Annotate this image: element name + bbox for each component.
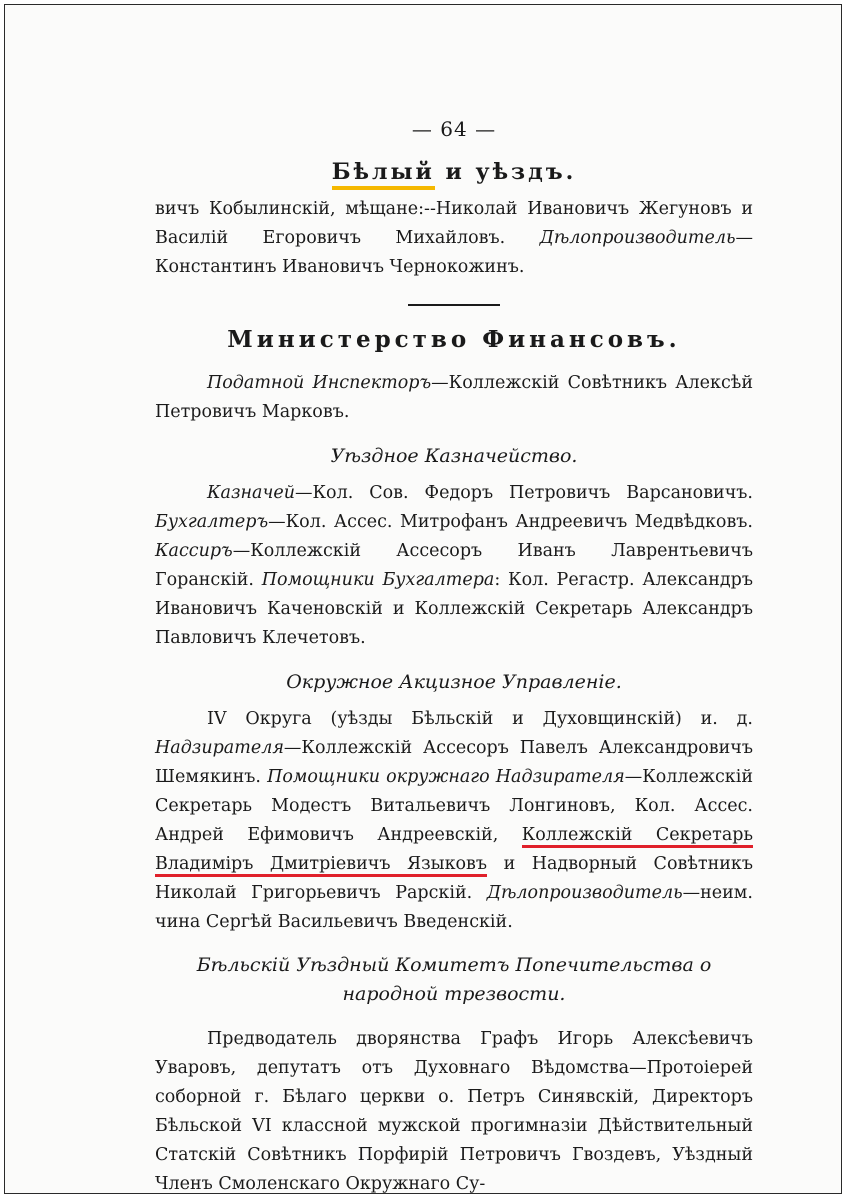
- intro-paragraph: [155, 195, 753, 282]
- committee-heading: Бѣльскій Уѣздный Комитетъ Попечительства о народной трезвости.: [196, 954, 712, 1005]
- tax-text: —Коллежскій Совѣтникъ Алексѣй Петровичъ Марковъ.: [155, 373, 753, 422]
- intro-title-clerk: Дѣлопроизводитель: [539, 228, 736, 248]
- red-underlined-name: Коллежскій Секретарь Владиміръ Дмитріевичъ Языковъ: [155, 825, 753, 877]
- treasury-title-4: Помощники Бухгалтера: [261, 570, 495, 590]
- excise-title-1: Надзирателя: [155, 738, 284, 758]
- excise-text-3: —Коллежскій Секретарь Модестъ Витальевичъ Лонгиновъ, Кол. Ассес. Андрей Ефимовичъ Андреевскій,: [155, 767, 753, 845]
- excise-text-4: и Надворный Совѣтникъ Николай Григорьевичъ Рарскій.: [155, 854, 753, 903]
- treasury-heading: Уѣздное Казначейство.: [330, 445, 578, 467]
- excise-text-2: —Коллежскій Ассесоръ Павелъ Александровичъ Шемякинъ.: [155, 738, 753, 787]
- excise-title-3: Дѣлопроизводитель: [486, 883, 683, 903]
- intro-text-1: вичъ Кобылинскій, мѣщане:--Николай Ивановичъ Жегуновъ и Василій Егоровичъ Михайловъ.: [155, 199, 753, 248]
- treasury-text-4: : Кол. Регастр. Александръ Ивановичъ Каченовскій и Коллежскій Секретарь Александръ Павловичъ Клечетовъ.: [155, 570, 753, 648]
- treasury-text-3: —Коллежскій Ассесоръ Иванъ Лаврентьевичъ Горанскій.: [155, 541, 753, 590]
- committee-paragraph: Предводатель дворянства Графъ Игорь Алексѣевичъ Уваровъ, депутатъ отъ Духовнаго Вѣдомства—Протоіерей соборной г. Бѣлаго церкви о. Петръ Синявскій, Директоръ Бѣльской VI классной мужской прогимназіи Дѣйствительный Статскій Совѣтникъ Порфирій Петровичъ Гвоздевъ, Уѣздный Членъ Смоленскаго Окружнаго Су-: [155, 1029, 753, 1194]
- section-divider: [408, 304, 500, 306]
- treasury-title-3: Кассиръ: [155, 541, 233, 561]
- treasury-text-1: —Кол. Сов. Федоръ Петровичъ Варсановичъ.: [295, 483, 753, 503]
- excise-paragraph: [155, 705, 753, 937]
- excise-text-1: IV Округа (уѣзды Бѣльскій и Духовщинскій) и. д.: [207, 709, 753, 729]
- district-heading: [155, 159, 753, 185]
- document-page: [155, 105, 753, 1199]
- excise-heading: Окружное Акцизное Управленіе.: [286, 671, 622, 693]
- highlighted-word: Бѣлый: [332, 159, 435, 190]
- tax-title: Податной Инспекторъ: [207, 373, 432, 393]
- excise-title-2: Помощники окружнаго Надзирателя: [267, 767, 625, 787]
- tax-paragraph: [155, 369, 753, 427]
- district-heading-rest: и уѣздъ.: [434, 159, 577, 185]
- treasury-title-2: Бухгалтеръ: [155, 512, 269, 532]
- treasury-text-2: —Кол. Ассес. Митрофанъ Андреевичъ Медвѣдковъ.: [268, 512, 753, 532]
- ministry-heading: Министерство Финансовъ.: [227, 326, 681, 353]
- treasury-paragraph: [155, 479, 753, 653]
- excise-text-5: —неим. чина Сергѣй Васильевичъ Введенскій.: [155, 883, 753, 932]
- page-number: — 64 —: [411, 117, 497, 141]
- intro-text-2: —Константинъ Ивановичъ Чернокожинъ.: [155, 228, 753, 277]
- treasury-title-1: Казначей: [207, 483, 295, 503]
- page-frame: [4, 4, 842, 1194]
